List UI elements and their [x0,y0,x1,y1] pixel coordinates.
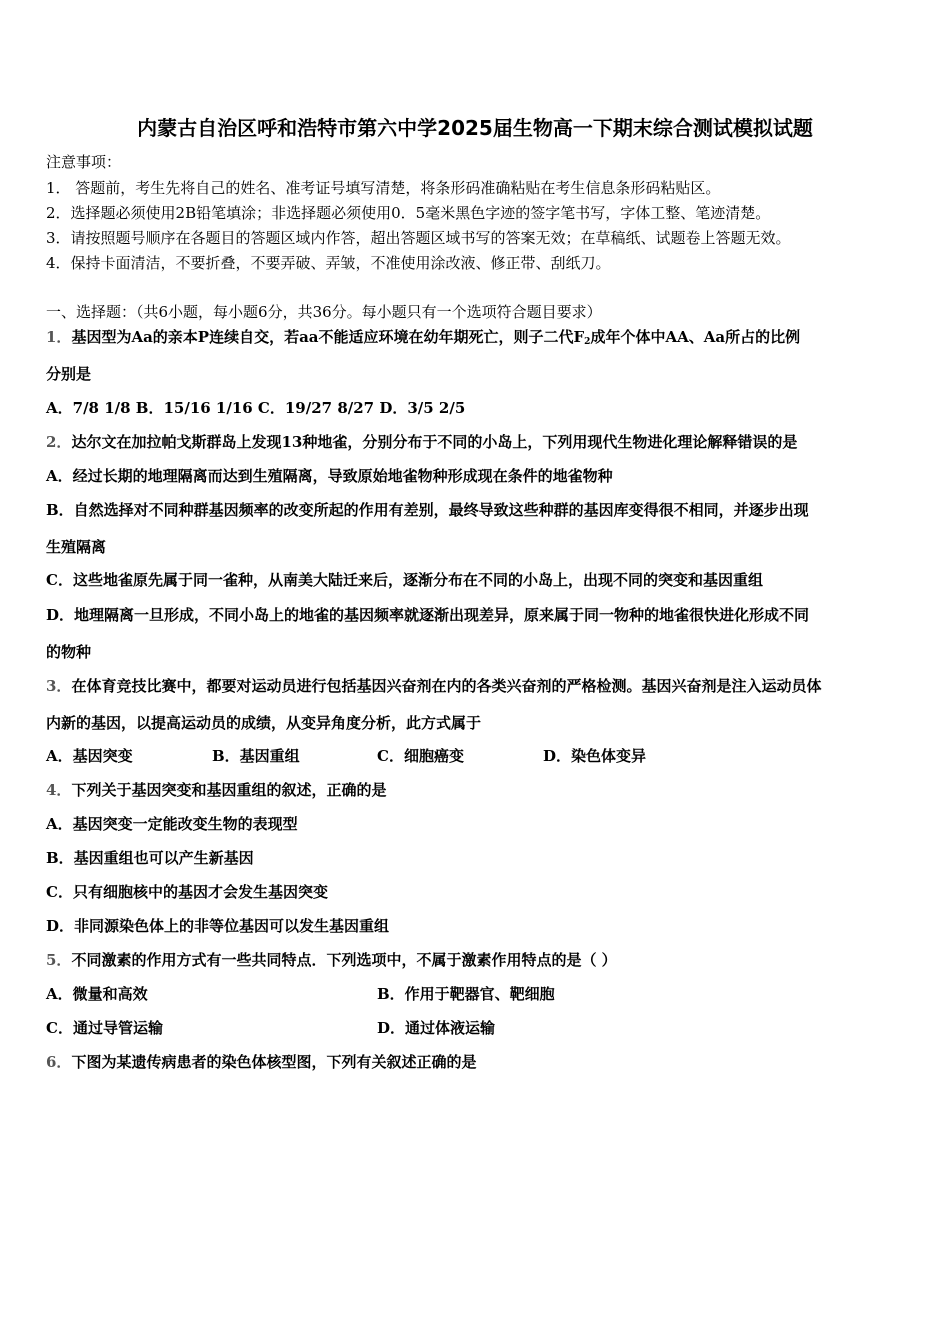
question-4-option-b: B．基因重组也可以产生新基因 [46,849,254,867]
question-5-stem [46,950,617,970]
question-4-option-d: D．非同源染色体上的非等位基因可以发生基因重组 [46,917,390,935]
notice-heading: 注意事项： [46,153,122,171]
notice-item-4: 4．保持卡面清洁，不要折叠，不要弄破、弄皱，不准使用涂改液、修正带、刮纸刀。 [46,254,611,272]
question-6-text: 下图为某遗传病患者的染色体核型图，下列有关叙述正确的是 [71,1053,477,1071]
question-3-option-d: D．染色体变异 [543,747,647,765]
notice-item-3: 3．请按照题号顺序在各题目的答题区域内作答，超出答题区域书写的答案无效；在草稿纸、试题卷上答题无效。 [46,229,791,247]
question-6-stem [46,1052,476,1072]
question-6-number: 6． [46,1053,72,1071]
question-4-text: 下列关于基因突变和基因重组的叙述，正确的是 [71,781,387,799]
question-2-option-a: A．经过长期的地理隔离而达到生殖隔离，导致原始地雀物种形成现在条件的地雀物种 [46,467,613,485]
question-1-number: 1． [46,328,72,346]
section-heading: 一、选择题：（共6小题，每小题6分，共36分。每小题只有一个选项符合题目要求） [46,303,602,321]
question-3-stem-cont: 内新的基因，以提高运动员的成绩，从变异角度分析，此方式属于 [46,714,482,732]
question-1-subscript: 2 [584,337,591,347]
question-1-stem-part1: 基因型为Aa的亲本P连续自交，若aa不能适应环境在幼年期死亡，则子二代F [71,328,585,346]
question-3-option-b: B．基因重组 [212,747,300,765]
question-5-option-b: B．作用于靶器官、靶细胞 [377,985,555,1003]
question-4-stem [46,780,386,800]
question-2-stem [46,432,797,452]
question-2-text: 达尔文在加拉帕戈斯群岛上发现13种地雀，分别分布于不同的小岛上，下列用现代生物进化理论解释错误的是 [71,433,798,451]
question-4-number: 4． [46,781,72,799]
question-1-options: A．7/8 1/8 B．15/16 1/16 C．19/27 8/27 D．3/5 2/5 [46,399,466,417]
question-4-option-a: A．基因突变一定能改变生物的表现型 [46,815,298,833]
question-5-number: 5． [46,951,72,969]
question-1-stem [46,327,800,352]
question-5-text: 不同激素的作用方式有一些共同特点．下列选项中，不属于激素作用特点的是（ ） [71,951,617,969]
question-1-stem-cont: 分别是 [46,365,92,383]
question-3-number: 3． [46,677,72,695]
notice-item-1: 1． 答题前，考生先将自己的姓名、准考证号填写清楚，将条形码准确粘贴在考生信息条形码粘贴区。 [46,179,721,197]
notice-item-2: 2．选择题必须使用2B铅笔填涂；非选择题必须使用0．5毫米黑色字迹的签字笔书写，字体工整、笔迹清楚。 [46,204,771,222]
question-3-stem [46,676,821,696]
question-2-option-b-cont: 生殖隔离 [46,538,107,556]
question-5-option-a: A．微量和高效 [46,985,148,1003]
question-4-option-c: C．只有细胞核中的基因才会发生基因突变 [46,883,328,901]
question-3-option-c: C．细胞癌变 [377,747,464,765]
question-3-text: 在体育竞技比赛中，都要对运动员进行包括基因兴奋剂在内的各类兴奋剂的严格检测。基因兴奋剂是注入运动员体 [71,677,822,695]
question-1-stem-part2: 成年个体中AA、Aa所占的比例 [590,328,801,346]
question-2-option-d-cont: 的物种 [46,643,92,661]
question-5-option-d: D．通过体液运输 [377,1019,496,1037]
question-5-option-c: C．通过导管运输 [46,1019,163,1037]
exam-title: 内蒙古自治区呼和浩特市第六中学2025届生物高一下期末综合测试模拟试题 [137,116,813,140]
question-2-option-d: D．地理隔离一旦形成，不同小岛上的地雀的基因频率就逐渐出现差异，原来属于同一物种的地雀很快进化形成不同 [46,606,810,624]
question-2-option-c: C．这些地雀原先属于同一雀种，从南美大陆迁来后，逐渐分布在不同的小岛上，出现不同的突变和基因重组 [46,571,763,589]
question-2-number: 2． [46,433,72,451]
question-2-option-b: B．自然选择对不同种群基因频率的改变所起的作用有差别，最终导致这些种群的基因库变得很不相同，并逐步出现 [46,501,809,519]
question-3-option-a: A．基因突变 [46,747,133,765]
